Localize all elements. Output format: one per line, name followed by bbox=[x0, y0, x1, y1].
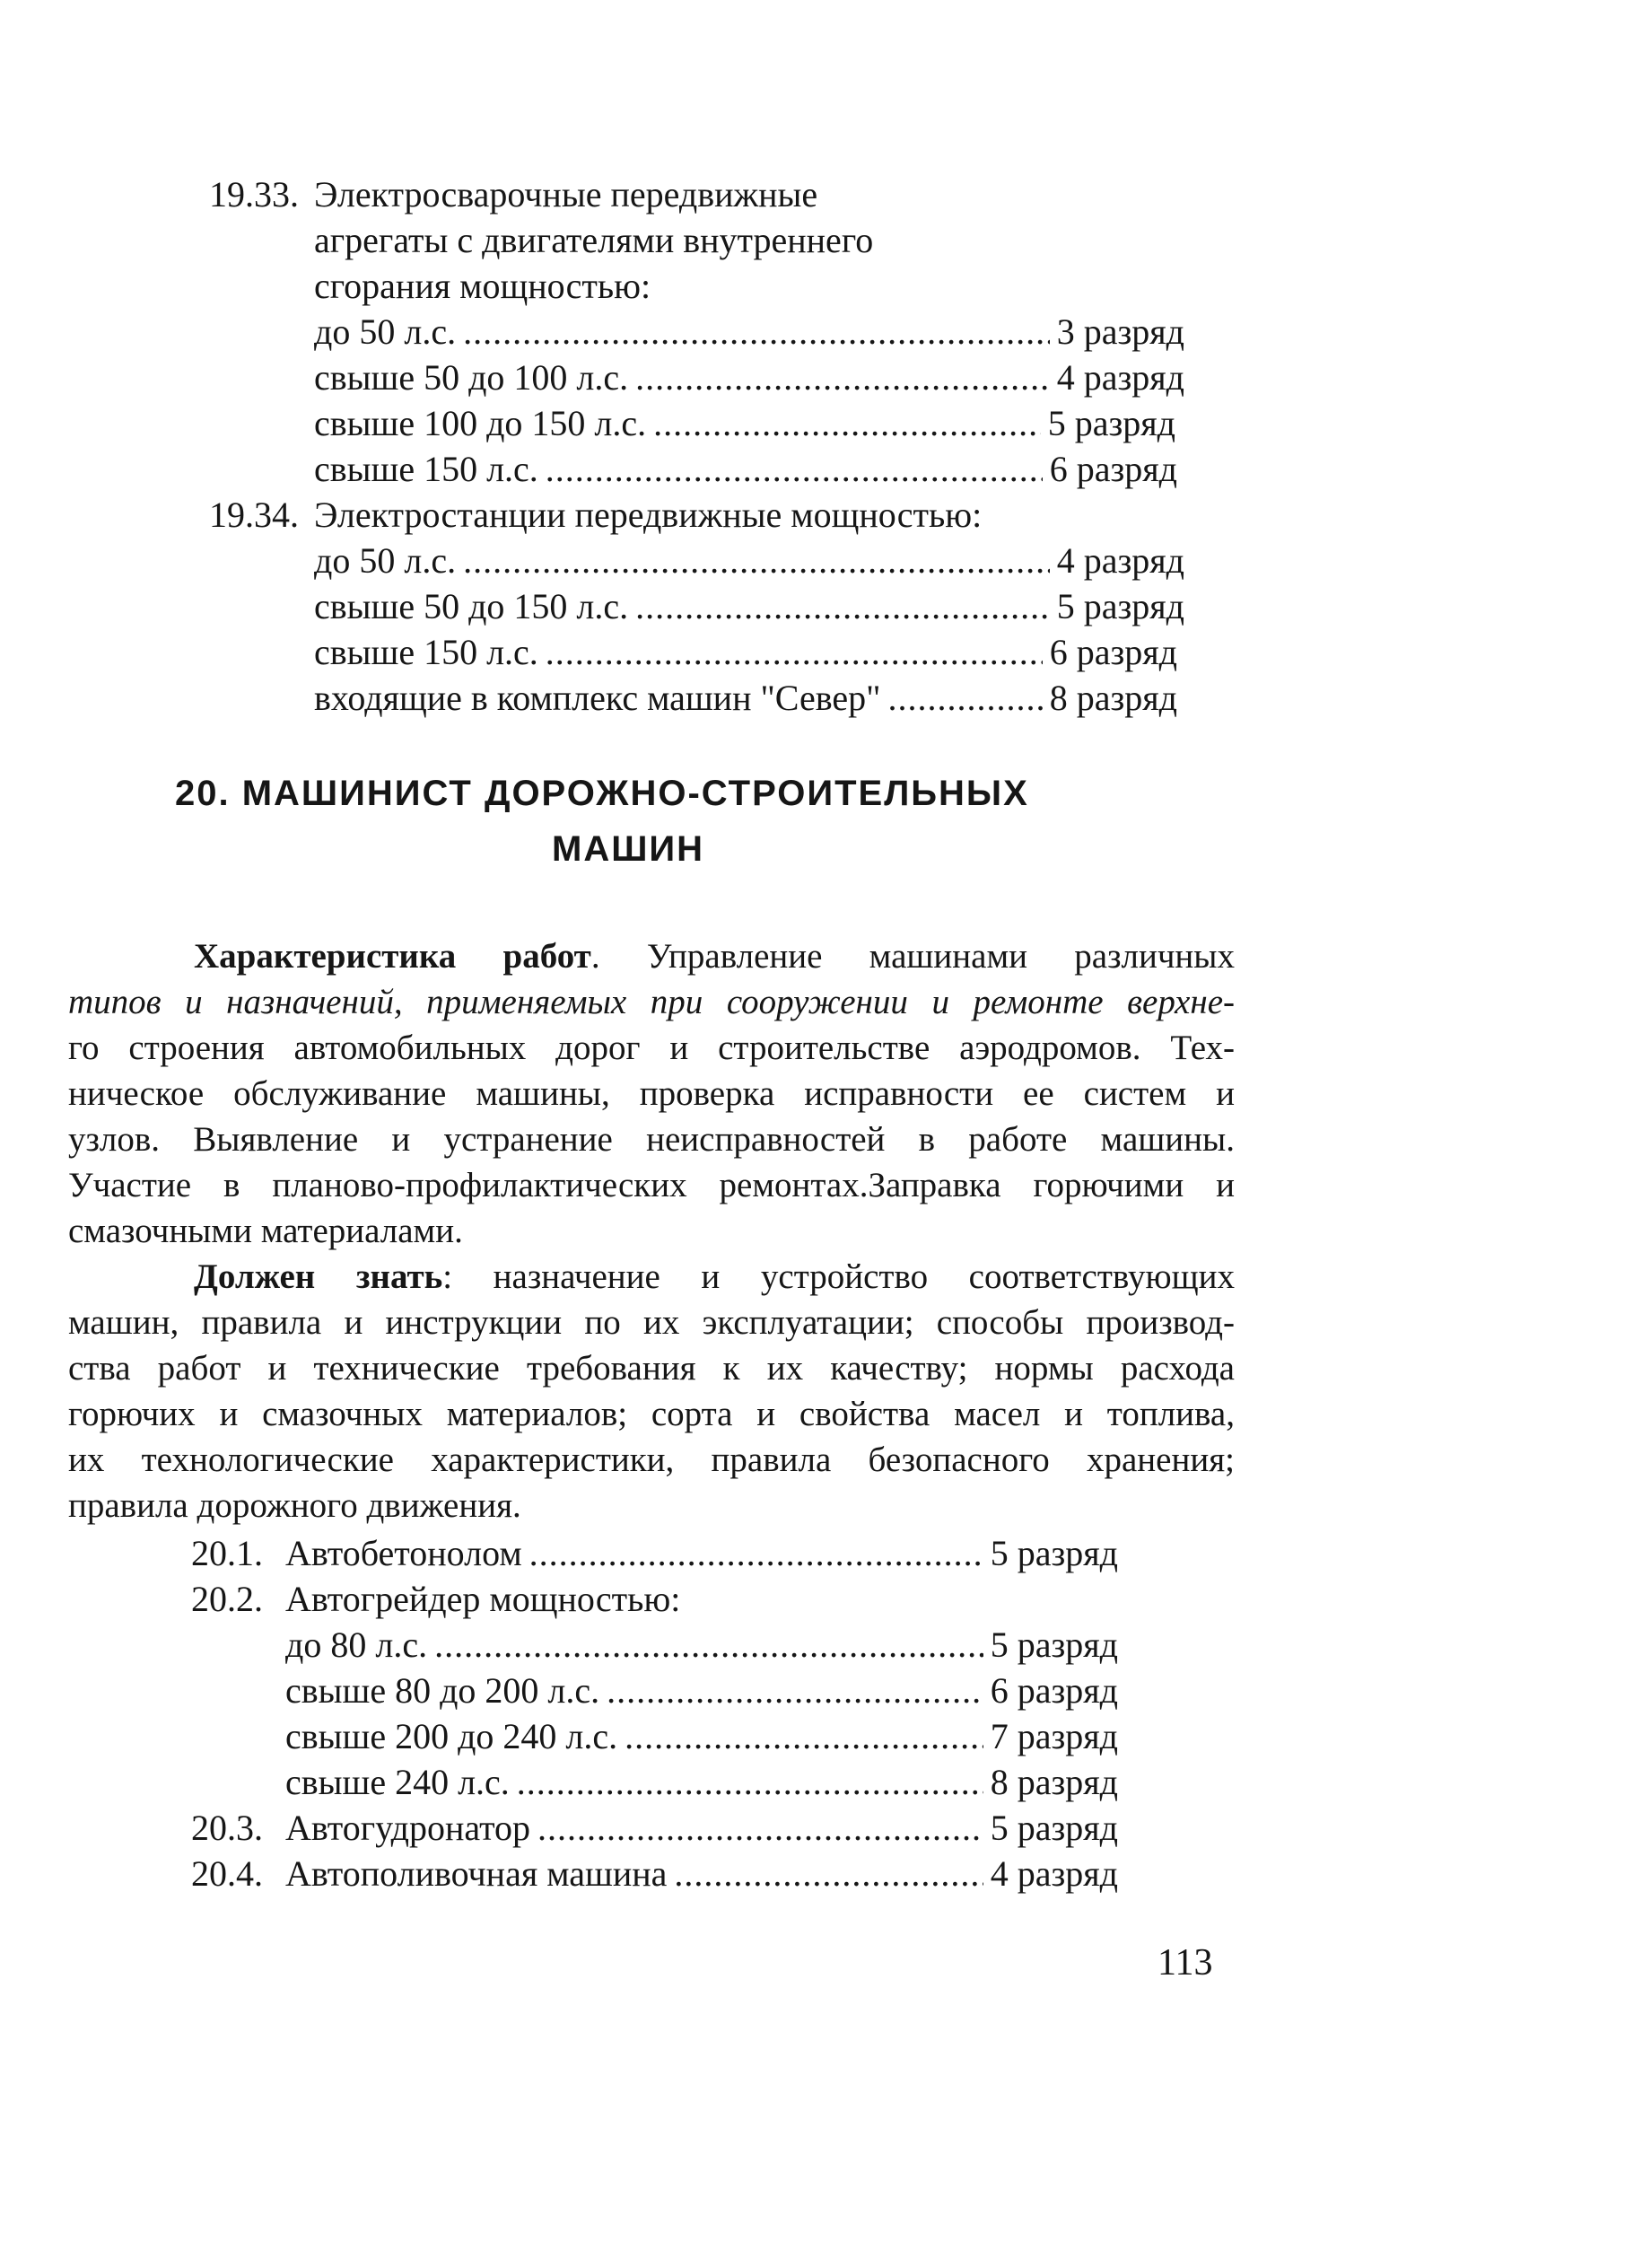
entry-title: Электростанции передвижные мощностью: bbox=[314, 495, 983, 535]
grade-row bbox=[285, 1852, 1118, 1896]
leader-dots bbox=[517, 1760, 983, 1805]
item-grade: 6 разряд bbox=[990, 1670, 1118, 1711]
grade-row bbox=[314, 310, 1184, 355]
paragraph-line: правила дорожного движения. bbox=[68, 1486, 521, 1525]
leader-dots bbox=[607, 1668, 983, 1713]
entry-number: 20.4. bbox=[191, 1853, 263, 1894]
entry-title: сгорания мощностью: bbox=[314, 266, 651, 306]
leader-dots bbox=[625, 1714, 983, 1759]
grade-row bbox=[314, 630, 1177, 675]
leader-dots bbox=[635, 584, 1050, 629]
item-label: свыше 200 до 240 л.с. bbox=[285, 1716, 618, 1756]
item-grade: 8 разряд bbox=[1049, 678, 1177, 718]
grade-row bbox=[285, 1531, 1118, 1576]
paragraph-line: го строения автомобильных дорог и строительстве аэродромов. Тех- bbox=[68, 1029, 1235, 1067]
item-label: до 80 л.с. bbox=[285, 1624, 428, 1665]
paragraph-line: смазочными материалами. bbox=[68, 1212, 463, 1250]
grade-row bbox=[285, 1806, 1118, 1851]
paragraph-line: машин, правила и инструкции по их эксплуатации; способы производ- bbox=[68, 1303, 1235, 1342]
grade-row bbox=[285, 1714, 1118, 1759]
entry-number: 19.34. bbox=[209, 495, 299, 535]
leader-dots bbox=[674, 1852, 983, 1896]
knowledge-label: Должен знать bbox=[194, 1257, 443, 1296]
entry-title: Автогрейдер мощностью: bbox=[285, 1579, 681, 1619]
item-label: до 50 л.с. bbox=[314, 540, 457, 581]
grade-row bbox=[314, 676, 1177, 721]
leader-dots bbox=[887, 676, 1042, 721]
item-label: свыше 50 до 150 л.с. bbox=[314, 586, 629, 626]
paragraph-line: их технологические характеристики, правила безопасного хранения; bbox=[68, 1440, 1235, 1479]
paragraph-line: типов и назначений, применяемых при сооружении и ремонте верхне- bbox=[68, 983, 1235, 1021]
leader-dots bbox=[529, 1531, 983, 1576]
section-heading: МАШИН bbox=[552, 829, 705, 869]
item-grade: 5 разряд bbox=[990, 1533, 1118, 1573]
item-grade: 6 разряд bbox=[1049, 632, 1177, 672]
item-grade: 7 разряд bbox=[990, 1716, 1118, 1756]
grade-row bbox=[314, 401, 1175, 446]
grade-row bbox=[314, 355, 1184, 400]
entry-number: 19.33. bbox=[209, 174, 299, 215]
entry-title: Электросварочные передвижные bbox=[314, 174, 818, 215]
item-grade: 5 разряд bbox=[1047, 403, 1175, 443]
item-grade: 3 разряд bbox=[1056, 311, 1184, 352]
grade-row bbox=[314, 447, 1177, 492]
entry-number: 20.1. bbox=[191, 1533, 263, 1573]
item-label: Автополивочная машина bbox=[285, 1853, 668, 1894]
grade-row bbox=[285, 1623, 1118, 1668]
leader-dots bbox=[653, 401, 1041, 446]
item-label: свыше 50 до 100 л.с. bbox=[314, 357, 629, 398]
item-label: входящие в комплекс машин "Север" bbox=[314, 678, 881, 718]
characteristics-label: Характеристика работ bbox=[194, 937, 591, 976]
leader-dots bbox=[463, 539, 1050, 583]
item-grade: 4 разряд bbox=[1056, 540, 1184, 581]
item-grade: 5 разряд bbox=[990, 1808, 1118, 1848]
item-label: свыше 150 л.с. bbox=[314, 449, 538, 489]
knowledge-paragraph bbox=[68, 1254, 1235, 1528]
paragraph-line: горючих и смазочных материалов; сорта и свойства масел и топлива, bbox=[68, 1395, 1235, 1433]
item-label: Автогудронатор bbox=[285, 1808, 531, 1848]
item-grade: 4 разряд bbox=[1056, 357, 1184, 398]
leader-dots bbox=[434, 1623, 983, 1668]
paragraph-line: Характеристика работ. Управление машинами различных bbox=[194, 937, 1236, 976]
paragraph-line: ства работ и технические требования к их качеству; нормы расхода bbox=[68, 1349, 1235, 1388]
entry-title: агрегаты с двигателями внутреннего bbox=[314, 220, 874, 260]
item-grade: 4 разряд bbox=[990, 1853, 1118, 1894]
section-heading: 20. МАШИНИСТ ДОРОЖНО-СТРОИТЕЛЬНЫХ bbox=[175, 774, 1029, 813]
item-label: свыше 80 до 200 л.с. bbox=[285, 1670, 600, 1711]
item-label: свыше 150 л.с. bbox=[314, 632, 538, 672]
item-label: Автобетонолом bbox=[285, 1533, 522, 1573]
leader-dots bbox=[546, 447, 1043, 492]
item-grade: 6 разряд bbox=[1049, 449, 1177, 489]
item-label: до 50 л.с. bbox=[314, 311, 457, 352]
paragraph-line: ническое обслуживание машины, проверка исправности ее систем и bbox=[68, 1074, 1235, 1113]
item-label: свыше 240 л.с. bbox=[285, 1762, 510, 1802]
grade-row bbox=[314, 584, 1184, 629]
item-grade: 5 разряд bbox=[1056, 586, 1184, 626]
entry-number: 20.3. bbox=[191, 1808, 263, 1848]
page-number: 113 bbox=[1158, 1942, 1213, 1983]
item-grade: 8 разряд bbox=[990, 1762, 1118, 1802]
characteristics-paragraph bbox=[68, 933, 1235, 1254]
entry-number: 20.2. bbox=[191, 1579, 263, 1619]
leader-dots bbox=[463, 310, 1050, 355]
leader-dots bbox=[546, 630, 1043, 675]
grade-row bbox=[285, 1668, 1118, 1713]
paragraph-line: узлов. Выявление и устранение неисправностей в работе машины. bbox=[68, 1120, 1235, 1159]
paragraph-line: Участие в планово-профилактических ремонтах.Заправка горючими и bbox=[68, 1166, 1235, 1204]
leader-dots bbox=[635, 355, 1050, 400]
item-label: свыше 100 до 150 л.с. bbox=[314, 403, 647, 443]
paragraph-line: Должен знать: назначение и устройство соответствующих bbox=[194, 1257, 1235, 1296]
leader-dots bbox=[537, 1806, 983, 1851]
grade-row bbox=[314, 539, 1184, 583]
grade-row bbox=[285, 1760, 1118, 1805]
item-grade: 5 разряд bbox=[990, 1624, 1118, 1665]
